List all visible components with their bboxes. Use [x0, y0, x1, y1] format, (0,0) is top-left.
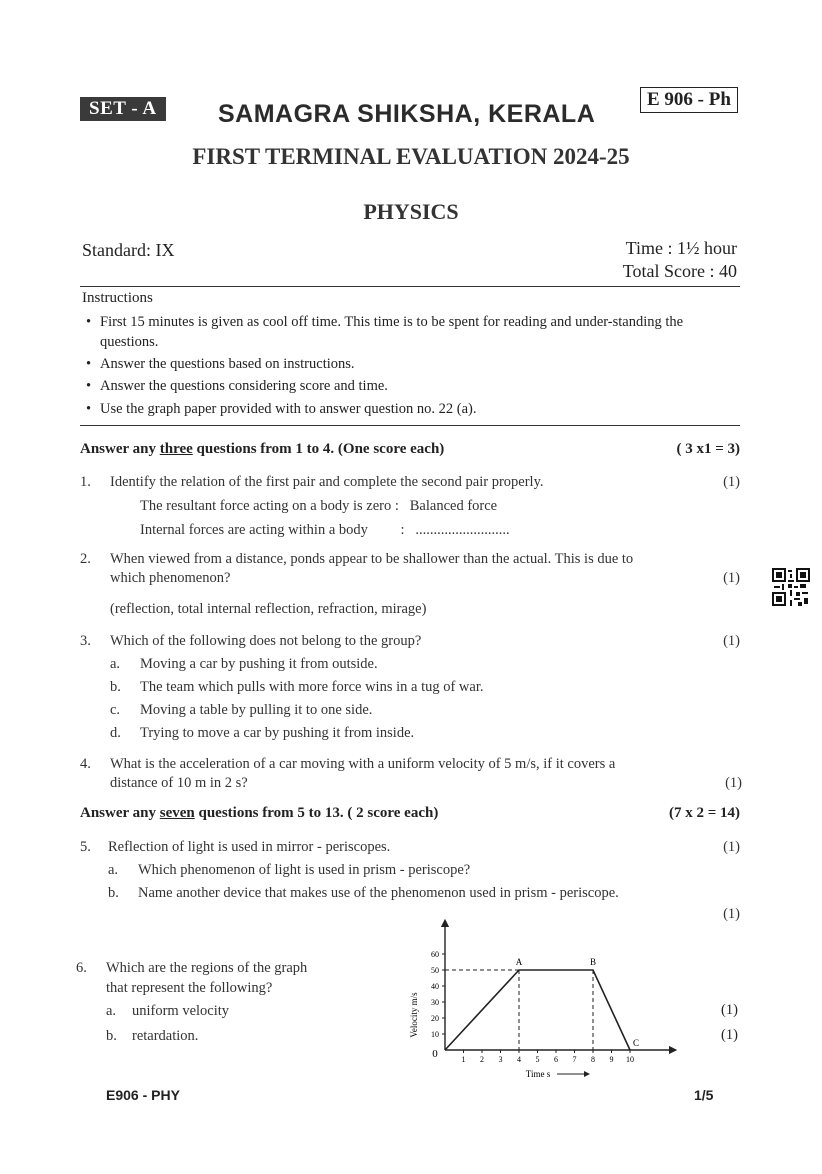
question-text: distance of 10 m in 2 s? — [110, 775, 248, 791]
y-tick-label: 50 — [431, 966, 439, 975]
page-number: 1/5 — [694, 1087, 714, 1103]
question-text: Which of the following does not belong to the group? — [110, 633, 422, 649]
organization-title: SAMAGRA SHIKSHA, KERALA — [218, 100, 596, 128]
subquestion-label: a. — [106, 1003, 117, 1019]
question-3 — [80, 631, 742, 743]
question-number: 4. — [80, 756, 91, 772]
point-label-c: C — [632, 1038, 640, 1048]
point-label-b: B — [589, 957, 597, 967]
instruction-text: Answer the questions considering score and time. — [100, 378, 388, 394]
question-mark: (1) — [721, 1002, 738, 1018]
question-6 — [76, 958, 376, 1058]
section-score: (7 x 2 = 14) — [668, 805, 740, 821]
subquestion-label: b. — [108, 885, 119, 901]
option-label: d. — [110, 725, 121, 741]
x-tick-label: 10 — [626, 1055, 634, 1064]
exam-title: FIRST TERMINAL EVALUATION 2024-25 — [192, 144, 630, 169]
question-mark: (1) — [725, 775, 742, 791]
x-tick-label: 4 — [517, 1055, 521, 1064]
instruction-text: Use the graph paper provided with to answer question no. 22 (a). — [100, 401, 477, 417]
question-options: (reflection, total internal reflection, refraction, mirage) — [110, 601, 427, 617]
question-mark: (1) — [723, 839, 740, 855]
question-2 — [80, 549, 744, 619]
question-text: that represent the following? — [106, 980, 273, 996]
subquestion-text: Name another device that makes use of the phenomenon used in prism - periscope. — [138, 885, 619, 901]
subquestion-label: a. — [108, 862, 119, 878]
origin-label: 0 — [432, 1048, 438, 1060]
subquestion-text: retardation. — [132, 1028, 199, 1044]
standard: Standard: IX — [82, 240, 175, 260]
x-tick-label: 9 — [609, 1055, 614, 1064]
section-heading: Answer any three questions from 1 to 4. (One score each) ( 3 x1 = 3) — [80, 441, 740, 457]
option-label: c. — [110, 702, 121, 718]
question-mark: (1) — [723, 633, 740, 649]
velocity-time-graph — [395, 915, 685, 1085]
x-axis-label: Time s — [525, 1069, 551, 1079]
y-tick-label: 10 — [431, 1030, 439, 1039]
y-tick-label: 60 — [431, 950, 439, 959]
pair-line-2: Internal forces are acting within a body : .......................... — [140, 522, 510, 538]
x-tick-label: 8 — [591, 1055, 595, 1064]
question-mark: (1) — [723, 906, 740, 922]
question-text: Which are the regions of the graph — [106, 960, 308, 976]
x-tick-label: 2 — [480, 1055, 484, 1064]
x-tick-label: 3 — [498, 1055, 503, 1064]
y-axis-label: Velocity m/s — [409, 992, 419, 1038]
question-1 — [80, 472, 742, 542]
option-text: Trying to move a car by pushing it from inside. — [140, 725, 415, 741]
instructions-title: Instructions — [82, 290, 153, 306]
subquestion-text: Which phenomenon of light is used in prism - periscope? — [138, 862, 471, 878]
paper-code: E 906 - Ph — [640, 87, 738, 113]
question-mark: (1) — [723, 474, 740, 490]
time: Time : 1½ hour — [625, 238, 737, 258]
instruction-text: Answer the questions based on instructions. — [100, 356, 355, 372]
divider — [80, 425, 740, 426]
x-tick-label: 6 — [554, 1055, 558, 1064]
subquestion-label: b. — [106, 1028, 117, 1044]
question-text: What is the acceleration of a car moving with a uniform velocity of 5 m/s, if it covers a — [110, 756, 616, 772]
instruction-text: First 15 minutes is given as cool off time. This time is to be spent for reading and under-standing the questions. — [100, 314, 684, 350]
question-text: Reflection of light is used in mirror - periscopes. — [108, 839, 391, 855]
question-number: 6. — [76, 960, 87, 976]
x-tick-label: 7 — [572, 1055, 577, 1064]
y-tick-label: 30 — [431, 998, 439, 1007]
footer-code: E906 - PHY — [106, 1087, 180, 1103]
velocity-series-line — [445, 970, 630, 1050]
option-text: Moving a car by pushing it from outside. — [140, 656, 378, 672]
question-number: 3. — [80, 633, 91, 649]
option-label: b. — [110, 679, 121, 695]
question-4 — [80, 754, 746, 796]
question-text: Identify the relation of the first pair and complete the second pair properly. — [110, 474, 544, 490]
qr-code-icon — [772, 568, 810, 606]
question-text: which phenomenon? — [110, 570, 231, 586]
question-5 — [80, 837, 742, 925]
question-number: 2. — [80, 551, 91, 567]
set-label: SET - A — [80, 97, 166, 121]
question-mark: (1) — [721, 1027, 738, 1043]
subject-title: PHYSICS — [363, 199, 459, 224]
pair-line-1: The resultant force acting on a body is zero : Balanced force — [140, 498, 498, 514]
x-tick-label: 5 — [535, 1055, 540, 1064]
option-text: Moving a table by pulling it to one side. — [140, 702, 373, 718]
subquestion-text: uniform velocity — [132, 1003, 230, 1019]
option-label: a. — [110, 656, 121, 672]
question-mark: (1) — [723, 570, 740, 586]
question-number: 5. — [80, 839, 91, 855]
y-tick-label: 40 — [431, 982, 439, 991]
x-tick-label: 1 — [461, 1055, 466, 1064]
question-text: When viewed from a distance, ponds appear to be shallower than the actual. This is due to — [110, 551, 634, 567]
section-score: ( 3 x1 = 3) — [676, 441, 740, 457]
y-tick-label: 20 — [431, 1014, 439, 1023]
option-text: The team which pulls with more force wins in a tug of war. — [140, 679, 484, 695]
total-score: Total Score : 40 — [622, 261, 737, 281]
question-number: 1. — [80, 474, 91, 490]
divider — [80, 286, 740, 287]
point-label-a: A — [515, 957, 523, 967]
time-and-score — [623, 237, 737, 283]
section-heading: Answer any seven questions from 5 to 13. ( 2 score each) (7 x 2 = 14) — [80, 805, 740, 821]
